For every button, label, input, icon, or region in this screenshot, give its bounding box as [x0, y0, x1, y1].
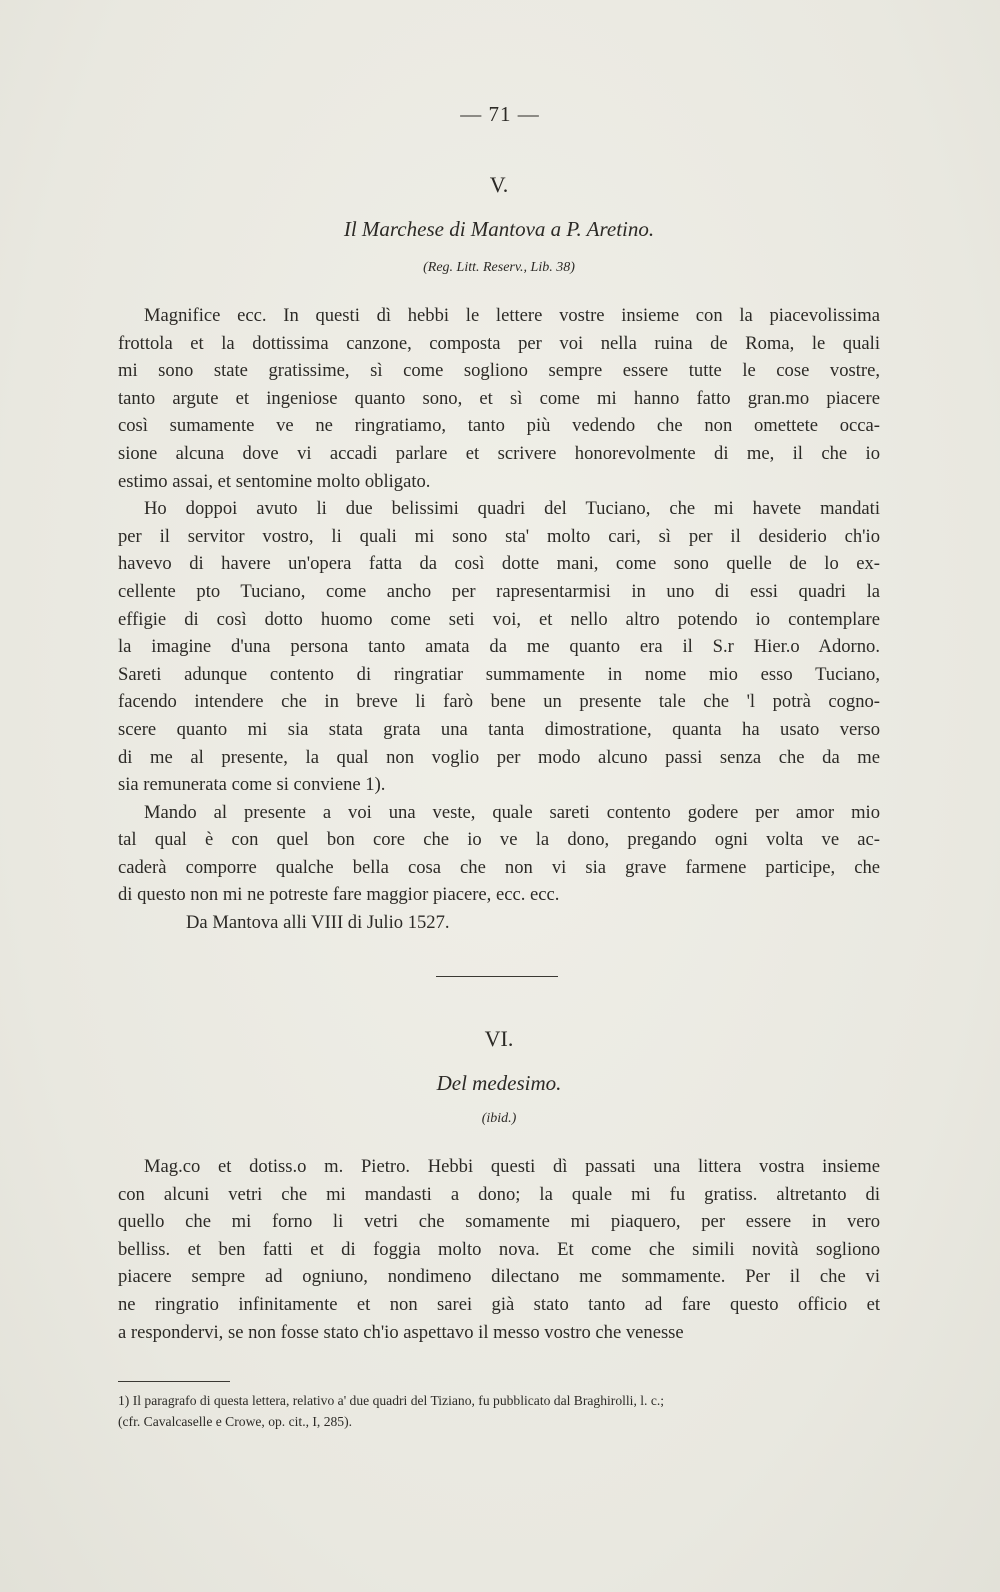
paragraph-1-line: mi sono state gratissime, sì come sogliono sempre essere tutte le cose vostre, [118, 360, 880, 382]
paragraph-4-line: a respondervi, se non fosse stato ch'io aspettavo il messo vostro che venesse [118, 1321, 684, 1343]
paragraph-1-line: estimo assai, et sentomine molto obligato. [118, 470, 431, 492]
section-v-numeral: V. [489, 172, 509, 197]
dateline: Da Mantova alli VIII di Julio 1527. [186, 912, 450, 933]
section-vi-title: Del medesimo. [436, 1071, 562, 1095]
paragraph-4-line: con alcuni vetri che mi mandasti a dono; la quale mi fu gratiss. altretanto di [118, 1183, 880, 1205]
paragraph-1-line: tanto argute et ingeniose quanto sono, et sì come mi hanno fatto gran.mo piacere [118, 387, 880, 409]
paragraph-1-line: Magnifice ecc. In questi dì hebbi le lettere vostre insieme con la piacevolissima [144, 305, 880, 326]
paragraph-1-line: così sumamente ve ne ringratiamo, tanto più vedendo che non omettete occa- [118, 415, 880, 437]
paragraph-2-line: sia remunerata come si conviene 1). [118, 774, 386, 796]
paragraph-2-line: la imagine d'una persona tanto amata da me quanto era il S.r Hier.o Adorno. [118, 636, 880, 658]
paragraph-2 [118, 495, 880, 799]
footnote-rule [118, 1381, 230, 1382]
footnote [118, 1390, 880, 1432]
paragraph-1-line: sione alcuna dove vi accadi parlare et scrivere honorevolmente di me, il che io [118, 442, 880, 464]
paragraph-3-line: di questo non mi ne potreste fare maggior piacere, ecc. ecc. [118, 884, 560, 906]
paragraph-2-line: Ho doppoi avuto li due belissimi quadri del Tuciano, che mi havete mandati [144, 498, 880, 520]
section-vi-source: (ibid.) [481, 1111, 517, 1126]
section-vi-body [118, 1153, 880, 1346]
paragraph-4-line: quello che mi forno li vetri che somamente mi piaquero, per essere in vero [118, 1211, 880, 1233]
paragraph-2-line: havevo di havere un'opera fatta da così dotte mani, come sono quelle de lo ex- [118, 553, 880, 575]
paragraph-2-line: cellente pto Tuciano, come ancho per rapresentarmisi in uno di essi quadri la [118, 580, 880, 602]
paragraph-4-line: belliss. et ben fatti et di foggia molto nova. Et come che simili novità sogliono [118, 1238, 880, 1260]
section-v-body [118, 302, 880, 909]
section-separator [436, 976, 558, 977]
paragraph-1 [118, 302, 880, 495]
paragraph-4-line: piacere sempre ad ogniuno, nondimeno dilectano me sommamente. Per il che vi [118, 1266, 880, 1288]
section-v-source: (Reg. Litt. Reserv., Lib. 38) [423, 260, 575, 275]
paragraph-2-line: per il servitor vostro, li quali mi sono sta' molto cari, sì per il desiderio ch'io [118, 525, 880, 547]
paragraph-3-line: tal qual è con quel bon core che io ve la dono, pregando ogni volta ve ac- [118, 829, 880, 851]
paragraph-4-line: Mag.co et dotiss.o m. Pietro. Hebbi questi dì passati una littera vostra insieme [144, 1156, 880, 1177]
paragraph-2-line: scere quanto mi sia stata grata una tanta dimostratione, quanta ha usato verso [118, 718, 880, 740]
paragraph-3 [118, 799, 880, 909]
paragraph-2-line: facendo intendere che in breve li farò bene un presente tale che 'l potrà cogno- [118, 691, 880, 713]
paragraph-2-line: Sareti adunque contento di ringratiar summamente in nome mio esso Tuciano, [118, 663, 880, 685]
paragraph-4 [118, 1153, 880, 1346]
footnote-line-1: 1) Il paragrafo di questa lettera, relativo a' due quadri del Tiziano, fu pubblicato dal Braghirolli, l. c.; [118, 1393, 665, 1408]
footnote-line-2: (cfr. Cavalcaselle e Crowe, op. cit., I, 285). [118, 1414, 353, 1429]
paragraph-4-line: ne ringratio infinitamente et non sarei già stato tanto ad fare questo officio et [118, 1293, 880, 1315]
paragraph-3-line: Mando al presente a voi una veste, quale sareti contento godere per amor mio [144, 801, 880, 823]
section-v-title: Il Marchese di Mantova a P. Aretino. [343, 217, 655, 241]
paragraph-2-line: effigie di così dotto huomo come seti voi, et nello altro potendo io contemplare [118, 608, 880, 630]
paragraph-3-line: caderà comporre qualche bella cosa che non vi sia grave farmene participe, che [118, 856, 880, 878]
paragraph-1-line: frottola et la dottissima canzone, composta per voi nella ruina de Roma, le quali [118, 332, 880, 354]
page-number: — 71 — [460, 102, 540, 126]
paragraph-2-line: di me al presente, la qual non voglio per modo alcuno passi senza che da me [118, 746, 880, 768]
section-vi-numeral: VI. [484, 1026, 514, 1051]
